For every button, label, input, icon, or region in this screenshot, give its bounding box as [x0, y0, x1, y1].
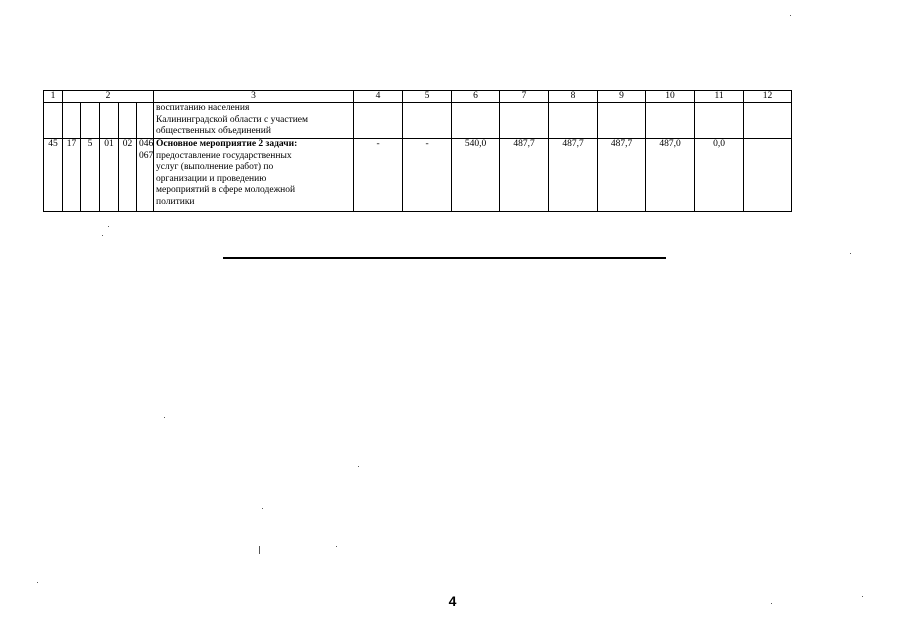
scan-speck	[102, 235, 103, 236]
header-col-10: 10	[646, 91, 695, 103]
scan-speck	[336, 546, 337, 547]
value-col-6: 540,0	[452, 139, 500, 212]
code-cell-6: 046 067	[137, 139, 154, 212]
activity-text: предоставление государственных услуг (выполнение работ) по организации и проведению мероприятий в сфере молодежной политики	[156, 150, 296, 207]
table-row-continuation	[44, 103, 905, 139]
scan-speck	[262, 508, 263, 509]
code-cell-3: 5	[81, 139, 100, 212]
header-col-4: 4	[354, 91, 403, 103]
activity-description	[154, 139, 354, 212]
header-col-1: 1	[44, 91, 63, 103]
separator-line	[223, 257, 666, 259]
continuation-description: воспитанию населения Калининградской области с участием общественных объединений	[154, 103, 354, 139]
value-col-5: -	[403, 139, 452, 212]
header-col-3: 3	[154, 91, 354, 103]
activity-title: Основное мероприятие 2 задачи:	[156, 139, 298, 149]
scan-speck	[790, 15, 791, 16]
scan-speck	[259, 546, 260, 554]
scan-speck	[358, 466, 359, 467]
value-col-12	[744, 139, 792, 212]
header-col-6: 6	[452, 91, 500, 103]
scan-speck	[108, 226, 109, 227]
page-number: 4	[448, 593, 457, 609]
header-col-2: 2	[63, 91, 154, 103]
code-cell-4: 01	[100, 139, 119, 212]
scan-speck	[850, 253, 851, 254]
code-cell-2: 17	[63, 139, 81, 212]
header-col-12: 12	[744, 91, 792, 103]
table-row-main-activity	[44, 139, 905, 212]
code-cell-1: 45	[44, 139, 63, 212]
scan-speck	[164, 417, 165, 418]
value-col-10: 487,0	[646, 139, 695, 212]
header-col-7: 7	[500, 91, 549, 103]
header-col-11: 11	[695, 91, 744, 103]
scan-speck	[771, 603, 772, 604]
header-col-9: 9	[598, 91, 646, 103]
value-col-9: 487,7	[598, 139, 646, 212]
scan-speck	[37, 582, 38, 583]
value-col-4: -	[354, 139, 403, 212]
scan-speck	[862, 596, 863, 597]
code-cell-5: 02	[119, 139, 137, 212]
value-col-8: 487,7	[549, 139, 598, 212]
value-col-7: 487,7	[500, 139, 549, 212]
budget-table	[43, 90, 905, 212]
header-col-5: 5	[403, 91, 452, 103]
value-col-11: 0,0	[695, 139, 744, 212]
header-row	[44, 91, 905, 103]
header-col-8: 8	[549, 91, 598, 103]
